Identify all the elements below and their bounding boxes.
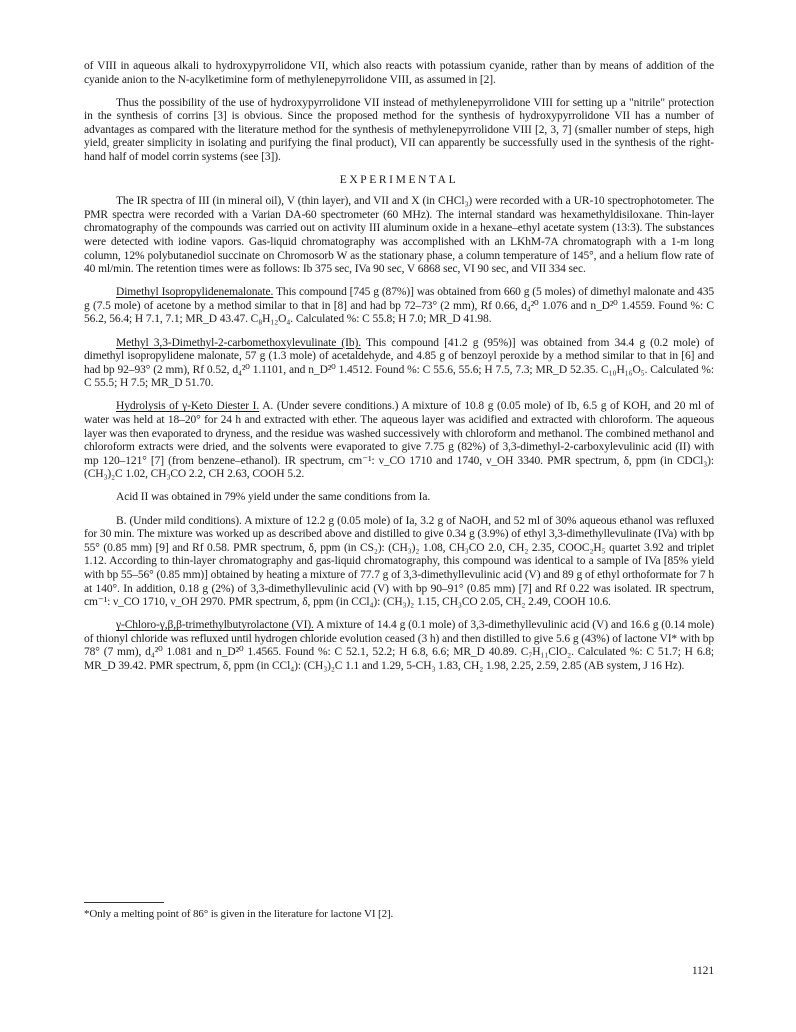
paragraph-nitrile-protection: Thus the possibility of the use of hydroxypyrrolidone VII instead of methylenepyrrolidone VIII for setting up a "nitrile" protection in the synthesis of corrins [3] is obvious. Since the proposed method for the synthesis of hydroxypyrrolidone VII has a number of advantages as compared with the literature method for the synthesis of methylenepyrrolidone VIII [2, 3, 7] (smaller number of steps, high yield, greater simplicity in isolating and purifying the final product), VII can apparently be successfully used in the synthesis of the right-hand half of model corrin systems (see [3]). bbox=[84, 96, 714, 164]
page-number: 1121 bbox=[691, 965, 714, 977]
compound-title: Dimethyl Isopropylidenemalonate. bbox=[116, 286, 274, 299]
paragraph-carbomethoxylevulinate bbox=[84, 337, 714, 391]
compound-title: Hydrolysis of γ-Keto Diester I. bbox=[116, 400, 260, 413]
footnote-rule bbox=[84, 902, 164, 903]
compound-title: γ-Chloro-γ,β,β-trimethylbutyrolactone (VI). bbox=[116, 619, 314, 632]
paragraph-hydrolysis-keto-diester bbox=[84, 400, 714, 482]
paragraph-chlorobutyrolactone bbox=[84, 619, 714, 673]
paragraph-acid-ii-yield: Acid II was obtained in 79% yield under the same conditions from Ia. bbox=[116, 491, 431, 504]
compound-description: This compound [41.2 g (95%)] was obtained from 34.4 g (0.2 mole) of dimethyl isopropylidene malonate, 57 g (1.3 mole) of acetaldehyde, and 4.85 g of benzoyl peroxide by a method similar to that in [6] and had bp 92–93° (2 mm), Rf 0.52, d₄²⁰ 1.1101, and n_D²⁰ 1.4512. Found %: C 55.6, 55.6; H 7.5, 7.3; MR_D 52.35. C₁₀H₁₆O₅. Calculated %: C 55.5; H 7.5; MR_D 51.70. bbox=[84, 336, 714, 390]
paragraph-continuation: of VIII in aqueous alkali to hydroxypyrrolidone VII, which also reacts with potassium cyanide, rather than by means of addition of the cyanide anion to the N-acylketimine form of methylenepyrrolidone VIII, as assumed in [2]. bbox=[84, 60, 714, 86]
compound-title: Methyl 3,3-Dimethyl-2-carbomethoxylevulinate (Ib). bbox=[116, 336, 362, 349]
compound-description: A. (Under severe conditions.) A mixture of 10.8 g (0.05 mole) of Ib, 6.5 g of KOH, and 20 ml of water was held at 18–20° for 24 h and extracted with ether. The aqueous layer was acidified and extracted with chloroform. The aqueous layer was then evaporated to dryness, and the residue was washed successively with chloroform and methanol. The combined methanol and chloroform extracts were dried, and the solvents were evaporated to give 7.75 g (82%) of 3,3-dimethyl-2-carboxylevulinic acid (II) with mp 120–121° [7] (from benzene–ethanol). IR spectrum, cm⁻¹: ν_CO 1710 and 1740, ν_OH 3340. PMR spectrum, δ, ppm (in CDCl₃): (CH₃)₂C 1.02, CH₃CO 2.2, CH 2.63, COOH 5.2. bbox=[84, 400, 714, 481]
compound-description: A mixture of 14.4 g (0.1 mole) of 3,3-dimethyllevulinic acid (V) and 16.6 g (0.14 mole) of thionyl chloride was refluxed until hydrogen chloride evolution ceased (3 h) and then distilled to give 5.6 g (43%) of lactone VI* with bp 78° (7 mm), d₄²⁰ 1.081 and n_D²⁰ 1.4565. Found %: C 52.1, 52.2; H 6.8, 6.6; MR_D 40.89. C₇H₁₁ClO₂. Calculated %: C 51.7; H 6.8; MR_D 39.42. PMR spectrum, δ, ppm (in CCl₄): (CH₃)₂C 1.1 and 1.29, 5-CH₃ 1.83, CH₂ 1.98, 2.25, 2.59, 2.85 (AB system, J 16 Hz). bbox=[84, 619, 714, 672]
section-heading-experimental: EXPERIMENTAL bbox=[339, 174, 459, 187]
footnote: *Only a melting point of 86° is given in the literature for lactone VI [2]. bbox=[84, 908, 394, 920]
compound-description: This compound [745 g (87%)] was obtained from 660 g (5 moles) of dimethyl malonate and 435 g (7.5 mole) of acetone by a method similar to that in [8] and had bp 72–73° (2 mm), Rf 0.66, d₄²⁰ 1.076 and n_D²⁰ 1.4559. Found %: C 56.2, 56.4; H 7.1, 7.1; MR_D 43.47. C₈H₁₂O₄. Calculated %: C 55.8; H 7.0; MR_D 41.98. bbox=[84, 286, 714, 326]
body-text-column bbox=[84, 60, 714, 683]
paragraph-mild-conditions: B. (Under mild conditions). A mixture of 12.2 g (0.05 mole) of Ia, 3.2 g of NaOH, and 52 ml of 30% aqueous ethanol was refluxed for 30 min. The mixture was worked up as described above and distilled to give 0.34 g (3.9%) of ethyl 3,3-dimethyllevulinate (IVa) with bp 55° (0.85 mm) [9] and Rf 0.58. PMR spectrum, δ, ppm (in CS₂): (CH₃)₂ 1.08, CH₃CO 2.0, CH₂ 2.35, COOC₂H₅ quartet 3.92 and triplet 1.12. According to thin-layer chromatography and gas-liquid chromatography, this compound was identical to a sample of IVa [85% yield with bp 55–56° (0.85 mm)] obtained by heating a mixture of 77.7 g of 3,3-dimethyllevulinic acid (V) and 89 g of ethyl orthoformate for 7 h at 140°. In addition, 0.18 g (2%) of 3,3-dimethyllevulinic acid (V) with bp 90–91° (0.85 mm) [7] and Rf 0.22 was isolated. IR spectrum, cm⁻¹: ν_CO 1710, ν_OH 2970. PMR spectrum, δ, ppm (in CCl₄): (CH₃)₂ 1.15, CH₃CO 2.05, CH₂ 2.49, COOH 10.6. bbox=[84, 514, 714, 609]
paragraph-dimethyl-isopropylidenemalonate bbox=[84, 286, 714, 327]
paragraph-instrumentation: The IR spectra of III (in mineral oil), V (thin layer), and VII and X (in CHCl₃) were recorded with a UR-10 spectrophotometer. The PMR spectra were recorded with a Varian DA-60 spectrometer (60 MHz). The internal standard was hexamethyldisiloxane. Thin-layer chromatography of the compounds was carried out on activity III aluminum oxide in a hexane–ethyl acetate system (13:3). The substances were detected with iodine vapors. Gas-liquid chromatography was accomplished with an LKhM-7A chromatograph with a 1-m long column, 12% polybutanediol succinate on Chromosorb W as the stationary phase, a column temperature of 145°, and a helium flow rate of 40 ml/min. The retention times were as follows: Ib 375 sec, IVa 90 sec, V 6868 sec, VI 90 sec, and VII 334 sec. bbox=[84, 195, 714, 276]
